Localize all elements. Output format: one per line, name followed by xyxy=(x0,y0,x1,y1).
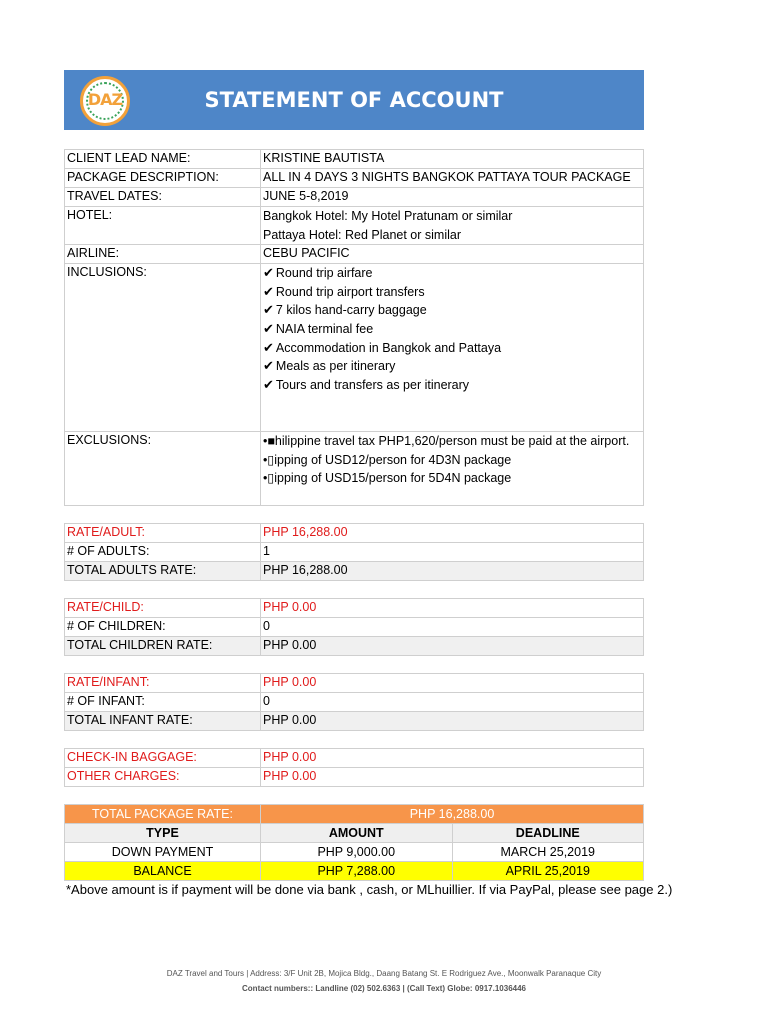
total-children-label: TOTAL CHILDREN RATE: xyxy=(65,637,261,656)
check-icon: ✔ xyxy=(263,340,274,356)
list-item xyxy=(263,376,641,395)
table-row xyxy=(65,188,644,207)
payment-deadline: APRIL 25,2019 xyxy=(452,862,644,881)
page-title: STATEMENT OF ACCOUNT xyxy=(204,88,504,112)
infant-rate-table xyxy=(64,673,644,731)
baggage-label: CHECK-IN BAGGAGE: xyxy=(65,749,261,768)
list-item: •▯ipping of USD15/person for 5D4N package xyxy=(263,471,512,486)
inclusion-text: Round trip airport transfers xyxy=(275,284,425,299)
child-count-label: # OF CHILDREN: xyxy=(65,618,261,637)
total-package-value: PHP 16,288.00 xyxy=(261,805,644,824)
airline-value: CEBU PACIFIC xyxy=(261,245,644,264)
inclusions-label: INCLUSIONS: xyxy=(65,264,261,432)
hotel-value xyxy=(261,207,644,245)
infant-count-value: 0 xyxy=(261,693,644,712)
infant-count-label: # OF INFANT: xyxy=(65,693,261,712)
table-row xyxy=(65,862,644,881)
inclusion-text: NAIA terminal fee xyxy=(275,321,374,336)
table-row xyxy=(65,693,644,712)
other-charges-label: OTHER CHARGES: xyxy=(65,768,261,787)
table-row xyxy=(65,207,644,245)
list-item xyxy=(263,339,641,358)
other-charges-table xyxy=(64,748,644,787)
inclusion-text: Round trip airfare xyxy=(275,266,373,281)
baggage-value: PHP 0.00 xyxy=(261,749,644,768)
rate-adult-label: RATE/ADULT: xyxy=(65,524,261,543)
payment-note: *Above amount is if payment will be done via bank , cash, or MLhuillier. If via PayPal, please see page 2.) xyxy=(66,882,673,897)
client-details-table xyxy=(64,149,644,506)
list-item xyxy=(263,283,641,302)
inclusions-list xyxy=(261,264,644,432)
hotel-label: HOTEL: xyxy=(65,207,261,245)
table-row xyxy=(65,432,644,506)
table-row xyxy=(65,245,644,264)
rate-child-label: RATE/CHILD: xyxy=(65,599,261,618)
total-children-value: PHP 0.00 xyxy=(261,637,644,656)
list-item xyxy=(263,301,641,320)
client-name-value: KRISTINE BAUTISTA xyxy=(261,150,644,169)
exclusions-list xyxy=(261,432,644,506)
airline-label: AIRLINE: xyxy=(65,245,261,264)
adult-count-label: # OF ADULTS: xyxy=(65,543,261,562)
table-row xyxy=(65,524,644,543)
list-item: •▯ipping of USD12/person for 4D3N package xyxy=(263,452,512,467)
list-item xyxy=(263,264,641,283)
list-item xyxy=(263,320,641,339)
table-row xyxy=(65,805,644,824)
inclusion-text: Accommodation in Bangkok and Pattaya xyxy=(275,340,502,355)
hotel-line: Bangkok Hotel: My Hotel Pratunam or similar xyxy=(263,209,513,223)
table-row xyxy=(65,768,644,787)
travel-dates-label: TRAVEL DATES: xyxy=(65,188,261,207)
table-row xyxy=(65,169,644,188)
exclusions-label: EXCLUSIONS: xyxy=(65,432,261,506)
list-item: •■hilippine travel tax PHP1,620/person must be paid at the airport. xyxy=(263,434,630,449)
table-row xyxy=(65,712,644,731)
footer-contact: Contact numbers:: Landline (02) 502.6363 | (Call Text) Globe: 0917.1036446 xyxy=(242,984,526,993)
column-header-type: TYPE xyxy=(65,824,261,843)
payment-amount: PHP 9,000.00 xyxy=(261,843,453,862)
hotel-line: Pattaya Hotel: Red Planet or similar xyxy=(263,227,462,242)
adults-rate-table xyxy=(64,523,644,581)
rate-infant-label: RATE/INFANT: xyxy=(65,674,261,693)
total-infant-label: TOTAL INFANT RATE: xyxy=(65,712,261,731)
footer-address: DAZ Travel and Tours | Address: 3/F Unit 2B, Mojica Bldg., Daang Batang St. E Rodriguez Ave., Moonwalk Paranaque City xyxy=(166,969,602,978)
rate-infant-value: PHP 0.00 xyxy=(261,674,644,693)
adult-count-value: 1 xyxy=(261,543,644,562)
table-row xyxy=(65,674,644,693)
payment-amount: PHP 7,288.00 xyxy=(261,862,453,881)
package-value: ALL IN 4 DAYS 3 NIGHTS BANGKOK PATTAYA TOUR PACKAGE xyxy=(261,169,644,188)
package-label: PACKAGE DESCRIPTION: xyxy=(65,169,261,188)
table-row xyxy=(65,562,644,581)
check-icon: ✔ xyxy=(263,284,274,300)
column-header-deadline: DEADLINE xyxy=(452,824,644,843)
other-charges-value: PHP 0.00 xyxy=(261,768,644,787)
table-row xyxy=(65,749,644,768)
list-item xyxy=(263,357,641,376)
check-icon: ✔ xyxy=(263,321,274,337)
payment-type: BALANCE xyxy=(65,862,261,881)
total-package-label: TOTAL PACKAGE RATE: xyxy=(65,805,261,824)
header-banner xyxy=(64,70,644,130)
check-icon: ✔ xyxy=(263,266,274,282)
table-row xyxy=(65,618,644,637)
company-logo xyxy=(80,76,130,126)
total-infant-value: PHP 0.00 xyxy=(261,712,644,731)
table-row xyxy=(65,150,644,169)
check-icon: ✔ xyxy=(263,377,274,393)
child-count-value: 0 xyxy=(261,618,644,637)
total-adults-value: PHP 16,288.00 xyxy=(261,562,644,581)
table-row xyxy=(65,824,644,843)
inclusion-text: Meals as per itinerary xyxy=(275,359,396,374)
children-rate-table xyxy=(64,598,644,656)
table-row xyxy=(65,637,644,656)
inclusion-text: 7 kilos hand-carry baggage xyxy=(275,303,427,318)
table-row xyxy=(65,843,644,862)
payment-deadline: MARCH 25,2019 xyxy=(452,843,644,862)
payment-summary-table xyxy=(64,804,644,881)
table-row xyxy=(65,543,644,562)
travel-dates-value: JUNE 5-8,2019 xyxy=(261,188,644,207)
total-adults-label: TOTAL ADULTS RATE: xyxy=(65,562,261,581)
logo-text: DAZ xyxy=(87,90,123,109)
inclusion-text: Tours and transfers as per itinerary xyxy=(275,377,470,392)
client-name-label: CLIENT LEAD NAME: xyxy=(65,150,261,169)
rate-child-value: PHP 0.00 xyxy=(261,599,644,618)
check-icon: ✔ xyxy=(263,359,274,375)
check-icon: ✔ xyxy=(263,303,274,319)
table-row xyxy=(65,264,644,432)
payment-type: DOWN PAYMENT xyxy=(65,843,261,862)
column-header-amount: AMOUNT xyxy=(261,824,453,843)
table-row xyxy=(65,599,644,618)
rate-adult-value: PHP 16,288.00 xyxy=(261,524,644,543)
